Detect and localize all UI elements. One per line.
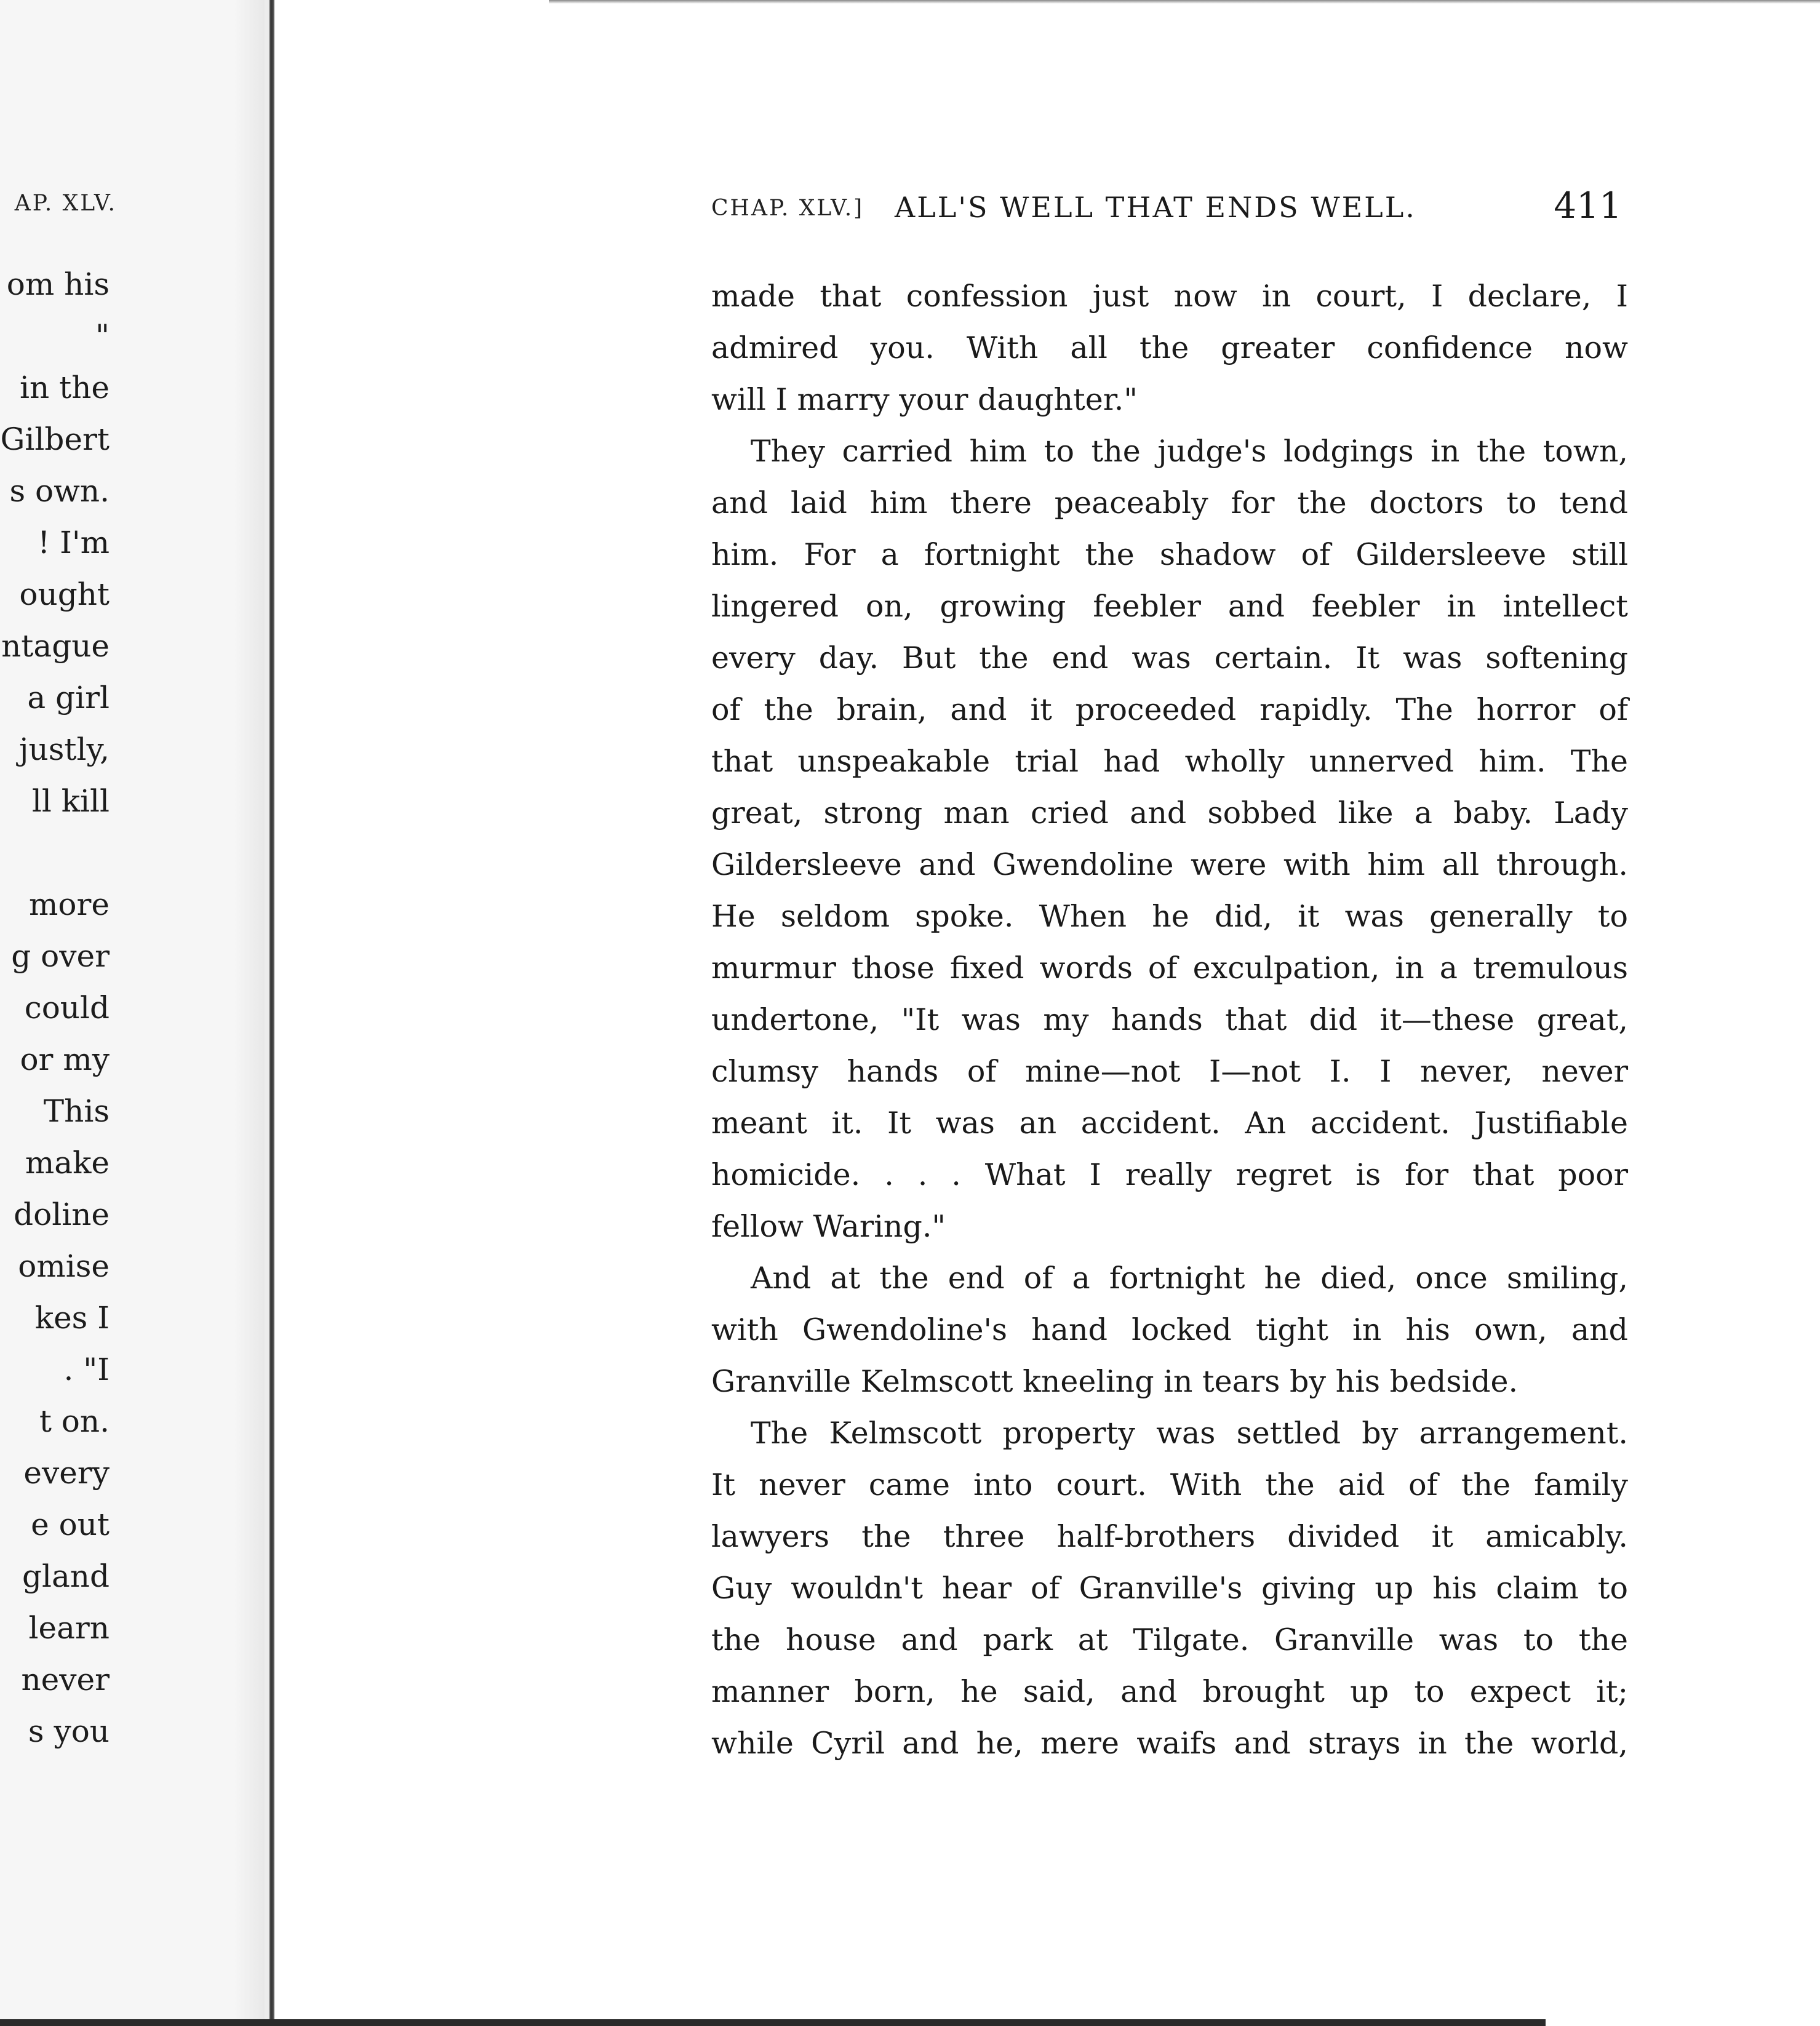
left-page-line: Gilbert [0, 421, 110, 457]
left-page-line: ll kill [31, 783, 110, 819]
text-line: lingered on, growing feebler and feebler in intellect [711, 589, 1628, 624]
text-line: while Cyril and he, mere waifs and strays in the world, [711, 1726, 1628, 1761]
text-line: meant it. It was an accident. An accident. Justifiable [711, 1106, 1628, 1141]
left-page-line: ought [19, 576, 110, 612]
chapter-label: CHAP. XLV.] [711, 196, 864, 221]
text-line: They carried him to the judge's lodgings in the town, [751, 434, 1628, 469]
left-page-line: or my [20, 1042, 110, 1077]
text-line: homicide. . . . What I really regret is for that poor [711, 1157, 1628, 1192]
text-line: great, strong man cried and sobbed like a baby. Lady [711, 796, 1628, 831]
left-page-line: gland [22, 1558, 110, 1594]
text-line: Granville Kelmscott kneeling in tears by his bedside. [711, 1364, 1519, 1399]
left-page-text [0, 258, 110, 1757]
left-page-line: make [25, 1145, 110, 1181]
text-line: It never came into court. With the aid of the family [711, 1467, 1628, 1502]
gutter-shadow [234, 0, 269, 2026]
left-page-line: never [21, 1662, 110, 1697]
left-page-line: a girl [27, 680, 110, 716]
left-page-line: more [28, 887, 110, 922]
left-page-line: learn [28, 1610, 110, 1646]
text-line: murmur those fixed words of exculpation, in a tremulous [711, 951, 1628, 986]
left-page-line: justly, [19, 732, 110, 767]
text-line: Guy wouldn't hear of Granville's giving up his claim to [711, 1571, 1628, 1606]
left-page-line: ! I'm [38, 525, 110, 560]
text-line: clumsy hands of mine—not I—not I. I never, never [711, 1054, 1628, 1089]
text-line: with Gwendoline's hand locked tight in his own, and [711, 1312, 1628, 1347]
text-line: that unspeakable trial had wholly unnerved him. The [711, 744, 1628, 779]
text-line: lawyers the three half-brothers divided it amicably. [711, 1519, 1628, 1554]
running-head [711, 185, 1622, 234]
left-page-line: t on. [39, 1403, 110, 1439]
scan-bottom-edge [0, 2019, 1546, 2026]
left-page-line: ntague [1, 628, 110, 664]
running-title: ALL'S WELL THAT ENDS WELL. [895, 191, 1416, 224]
left-page-line: om his [6, 266, 110, 302]
body-text [711, 271, 1628, 1769]
left-page-line: s own. [9, 473, 110, 509]
page-number: 411 [1554, 185, 1622, 226]
text-line: of the brain, and it proceeded rapidly. The horror of [711, 692, 1628, 727]
text-line: the house and park at Tilgate. Granville was to the [711, 1622, 1628, 1657]
left-page-line: g over [11, 938, 110, 974]
left-page-line: omise [18, 1248, 110, 1284]
text-line: and laid him there peaceably for the doctors to tend [711, 485, 1628, 520]
left-page-line: doline [14, 1197, 110, 1232]
left-page-line: in the [20, 370, 110, 405]
text-line: fellow Waring." [711, 1209, 946, 1244]
left-page-fragment [0, 0, 265, 2026]
left-page-line: kes I [34, 1300, 110, 1336]
text-line: manner born, he said, and brought up to expect it; [711, 1674, 1628, 1709]
left-page-line: This [43, 1093, 110, 1129]
left-page-line: every [23, 1455, 110, 1491]
text-line: undertone, "It was my hands that did it—these great, [711, 1002, 1628, 1037]
text-line: made that confession just now in court, I declare, I [711, 279, 1628, 314]
text-line: And at the end of a fortnight he died, once smiling, [751, 1261, 1628, 1296]
text-line: Gildersleeve and Gwendoline were with him all through. [711, 847, 1628, 882]
text-line: every day. But the end was certain. It was softening [711, 640, 1628, 676]
left-page-line: e out [31, 1507, 110, 1542]
left-page-line: . "I [63, 1352, 110, 1387]
main-page [274, 0, 1628, 2019]
left-page-running-head: AP. XLV. [14, 191, 117, 216]
left-page-line: " [95, 318, 110, 354]
text-line: him. For a fortnight the shadow of Gildersleeve still [711, 537, 1628, 572]
binding-gutter [269, 0, 274, 2026]
text-line: admired you. With all the greater confidence now [711, 330, 1628, 365]
text-line: He seldom spoke. When he did, it was generally to [711, 899, 1628, 934]
left-page-line: could [24, 990, 110, 1026]
left-page-line [0, 827, 110, 879]
text-line: will I marry your daughter." [711, 382, 1138, 417]
left-page-line: s you [28, 1713, 110, 1749]
text-line: The Kelmscott property was settled by arrangement. [751, 1416, 1628, 1451]
page-top-edge [549, 0, 1820, 4]
